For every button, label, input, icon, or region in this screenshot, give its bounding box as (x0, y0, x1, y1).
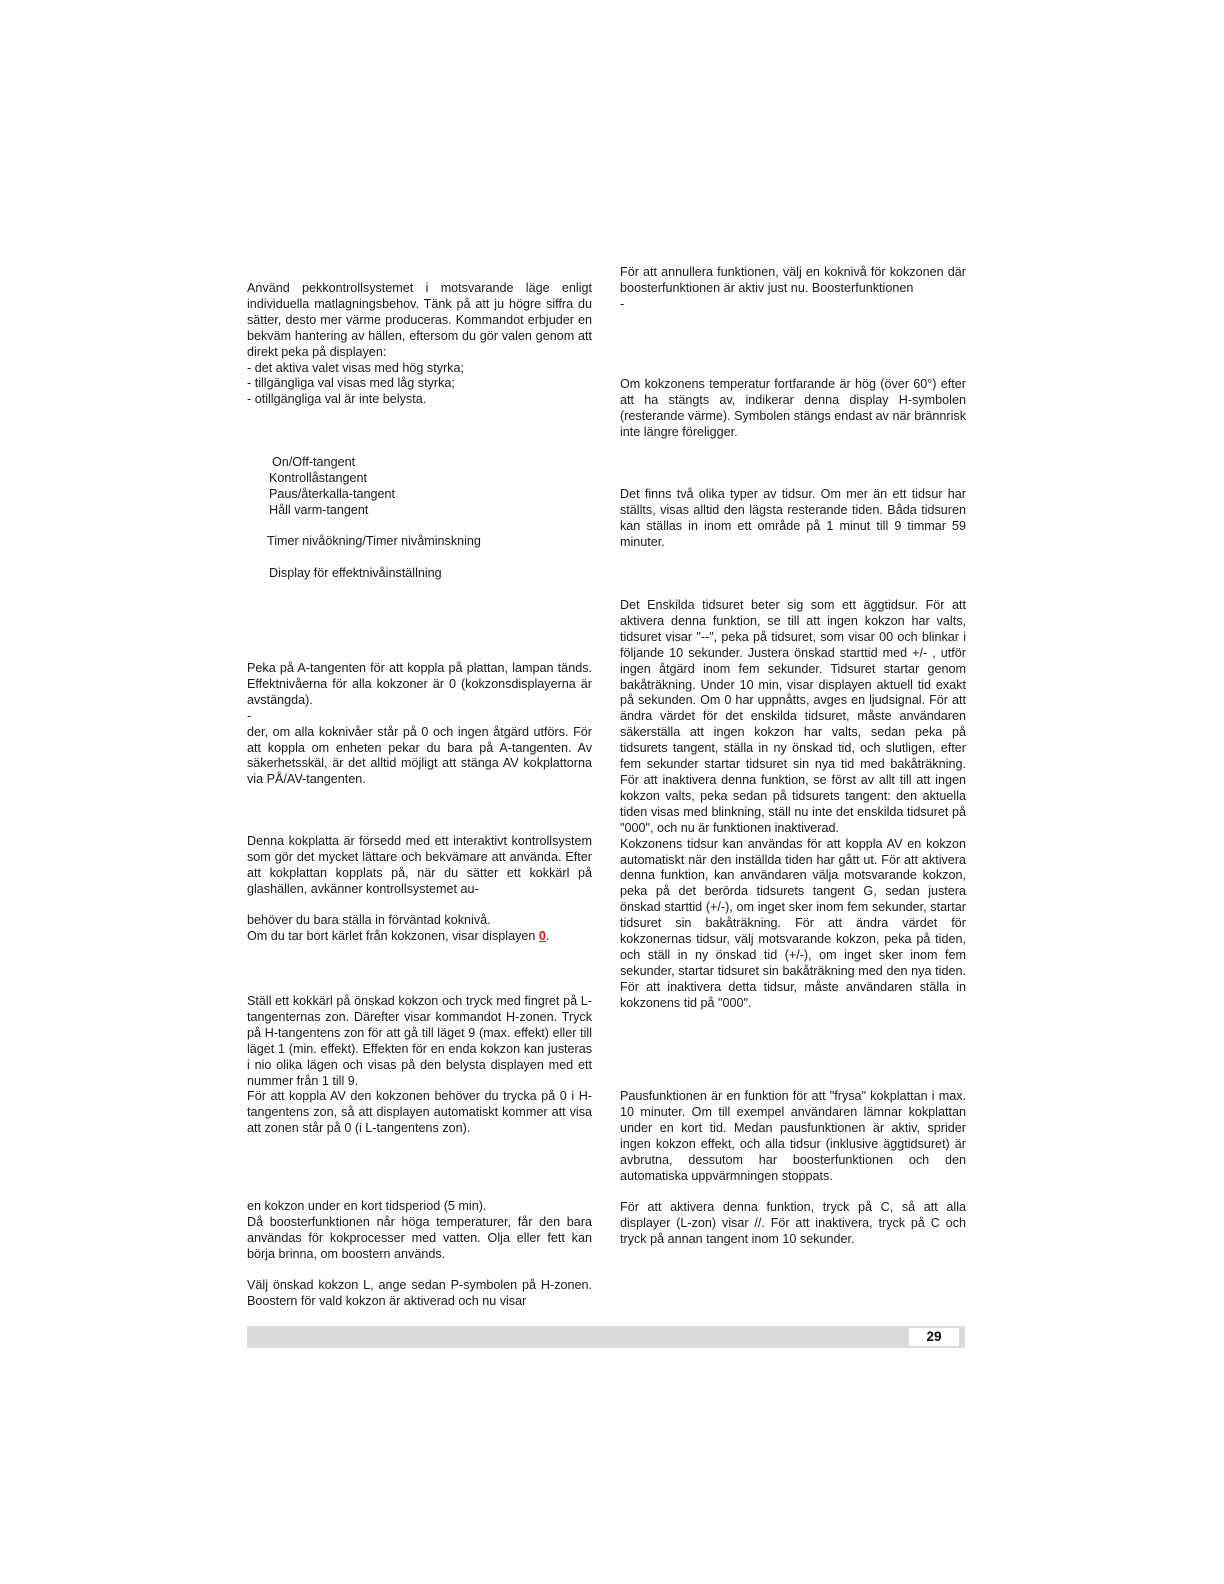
power-dash: - (247, 708, 252, 723)
bullet-active: - det aktiva valet visas med hög styrka; (247, 360, 464, 375)
power-on-paragraph: Peka på A-tangenten för att koppla på plattan, lampan tänds. Effektnivåerna för alla kokzoner är 0 (kokzonsdisplayerna är avstängda). (247, 661, 592, 707)
pause-activate-section (620, 1200, 966, 1248)
pause-activate-paragraph: För att aktivera denna funktion, tryck på C, så att alla displayer (L-zon) visar //. För att inaktivera, tryck på C och tryck på annan tangent inom 10 sekunder. (620, 1200, 966, 1246)
set-level-section (247, 913, 592, 945)
legend-power-display: Display för effektnivåinställning (269, 566, 442, 580)
bullet-available: - tillgängliga val visas med låg styrka; (247, 376, 455, 391)
control-legend-display (247, 566, 592, 582)
cooking-zone-paragraph: Ställ ett kokkärl på önskad kokzon och tryck med fingret på L-tangenternas zon. Därefter visar kommandot H-zonen. Tryck på H-tangentens zon för att gå till läget 9 (max. effekt) eller till läget 1 (min. effekt). Effekten för en enda kokzon kan justeras i nio olika lägen och visas på den belysta displayen med ett nummer från 1 till 9. (247, 994, 592, 1088)
legend-on-off: On/Off-tangent (272, 455, 356, 469)
remove-pan-text: Om du tar bort kärlet från kokzonen, visar displayen (247, 928, 536, 943)
booster-cancel-dash: - (620, 296, 625, 311)
zone-timer-paragraph: Kokzonens tidsur kan användas för att koppla AV en kokzon automatiskt när den inställda tiden har gått ut. För att aktivera denna funktion, kan användaren välja motsvarande kokzon, peka på det berörda tidsurets tangent G, sedan justera önskad starttid (+/-), om inget sker inom fem sekunder, startar tidsuret sin bakåträkning. För att ändra värdet för kokzonernas tidsur, välj motsvarande kokzon, peka på tiden, och ställ in ny önskad tid (+/-), om inget sker inom fem sekunder, startar tidsuret sin bakåträkning med den nya tiden. För att inaktivera detta tidsur, måste användaren ställa in kokzonens tid på "000". (620, 836, 966, 1010)
zone-off-paragraph: För att koppla AV den kokzonen behöver du trycka på 0 i H-tangentens zon, så att displayen automatiskt kommer att visa att zonen står på 0 (i L-tangentens zon). (247, 1089, 592, 1136)
set-level-paragraph: behöver du bara ställa in förväntad koknivå. (247, 913, 491, 927)
intro-section (247, 281, 592, 408)
booster-warning: Då boosterfunktionen når höga temperaturer, får den bara användas för kokprocesser med vatten. Olja eller fett kan börja brinna, om boostern används. (247, 1214, 592, 1261)
zero-display-icon: 0 (538, 928, 546, 943)
booster-section (247, 1199, 592, 1263)
pause-section (620, 1089, 966, 1184)
interactive-paragraph: Denna kokplatta är försedd med ett interaktivt kontrollsystem som gör det mycket lättare och bekvämare att använda. Efter att kokplattan kopplats på, när du sätter ett kokkärl på glashällen, avkänner kontrollsystemet au- (247, 834, 592, 896)
single-timer-paragraph: Det Enskilda tidsuret beter sig som ett äggtidsur. För att aktivera denna funktion, se till att ingen kokzon har valts, tidsuret visar "--", peka på tidsuret, som visar 00 och blinkar i följande 10 sekunder. Justera önskad starttid med +/- , utför ingen åtgärd inom fem sekunder. Tidsuret startar genom bakåträkning. Under 10 min, visar displayen aktuell tid exakt på sekunden. Om 0 har uppnåtts, avges en ljudsignal. För att ändra värdet för det enskilda tidsuret, måste användaren säkerställa att ingen kokzon har valts, sedan peka på tidsurets tangent, ställa in ny önskad tid, och slutligen, efter fem sekunder startar tidsuret sin nya tid med bakåträkning. För att inaktivera denna funktion, se först av allt till att ingen kokzon valts, peka sedan på tidsurets tangent: den aktuella tiden visas med blinkning, ställ nu inte det enskilda tidsuret på "000", och nu är funktionen inaktiverad. (620, 598, 966, 835)
bullet-unavailable: - otillgängliga val är inte belysta. (247, 392, 427, 407)
remove-pan-end: . (545, 928, 550, 943)
residual-heat-section (620, 377, 966, 441)
control-legend-timer (247, 534, 592, 550)
page-number: 29 (909, 1328, 959, 1346)
booster-cancel-section (620, 265, 966, 313)
power-on-section (247, 661, 592, 788)
timers-intro-paragraph: Det finns två olika typer av tidsur. Om mer än ett tidsur har ställts, visas alltid den lägsta resterande tiden. Båda tidsuren kan ställas in inom ett område på 1 minut till 9 timmar 59 minuter. (620, 487, 966, 549)
legend-timer: Timer nivåökning/Timer nivåminskning (267, 534, 481, 548)
cooking-zone-section (247, 994, 592, 1137)
legend-control-lock: Kontrollåstangent (269, 470, 368, 485)
control-legend (247, 455, 592, 519)
booster-select-paragraph: Välj önskad kokzon L, ange sedan P-symbolen på H-zonen. Boostern för vald kokzon är aktiverad och nu visar (247, 1278, 592, 1308)
timer-details-section (620, 598, 966, 1012)
booster-period: en kokzon under en kort tidsperiod (5 min). (247, 1199, 487, 1213)
residual-heat-paragraph: Om kokzonens temperatur fortfarande är hög (över 60°) efter att ha stängts av, indikerar denna display H-symbolen (resterande värme). Symbolen stängs endast av när brännrisk inte längre föreligger. (620, 377, 966, 439)
pause-paragraph: Pausfunktionen är en funktion för att "frysa" kokplattan i max. 10 minuter. Om till exempel användaren lämnar kokplattan under en kort tid. Medan pausfunktionen är aktiv, sprider ingen kokzon effekt, och alla tidsur (inklusive äggtidsuret) är avbrutna, dessutom har boosterfunktionen och den automatiska uppvärmningen stoppats. (620, 1089, 966, 1183)
intro-paragraph: Använd pekkontrollsystemet i motsvarande läge enligt individuella matlagningsbehov. Tänk på att ju högre siffra du sätter, desto mer värme produceras. Kommandot erbjuder en bekväm hantering av hällen, eftersom du gör valen genom att direkt peka på displayen: (247, 281, 592, 359)
footer-bar (247, 1326, 965, 1348)
booster-select-section (247, 1278, 592, 1310)
legend-keep-warm: Håll varm-tangent (269, 502, 369, 517)
interactive-section (247, 834, 592, 898)
booster-cancel-paragraph: För att annullera funktionen, välj en koknivå för kokzonen där boosterfunktionen är aktiv just nu. Boosterfunktionen (620, 265, 966, 295)
power-auto-paragraph: der, om alla koknivåer står på 0 och ingen åtgärd utförs. För att koppla om enheten pekar du bara på A-tangenten. Av säkerhetsskäl, är det alltid möjligt att stänga AV kokplattorna via PÅ/AV-tangenten. (247, 724, 592, 787)
timers-intro-section (620, 487, 966, 551)
remove-pan-line (247, 929, 592, 945)
legend-pause-recall: Paus/återkalla-tangent (269, 486, 396, 501)
